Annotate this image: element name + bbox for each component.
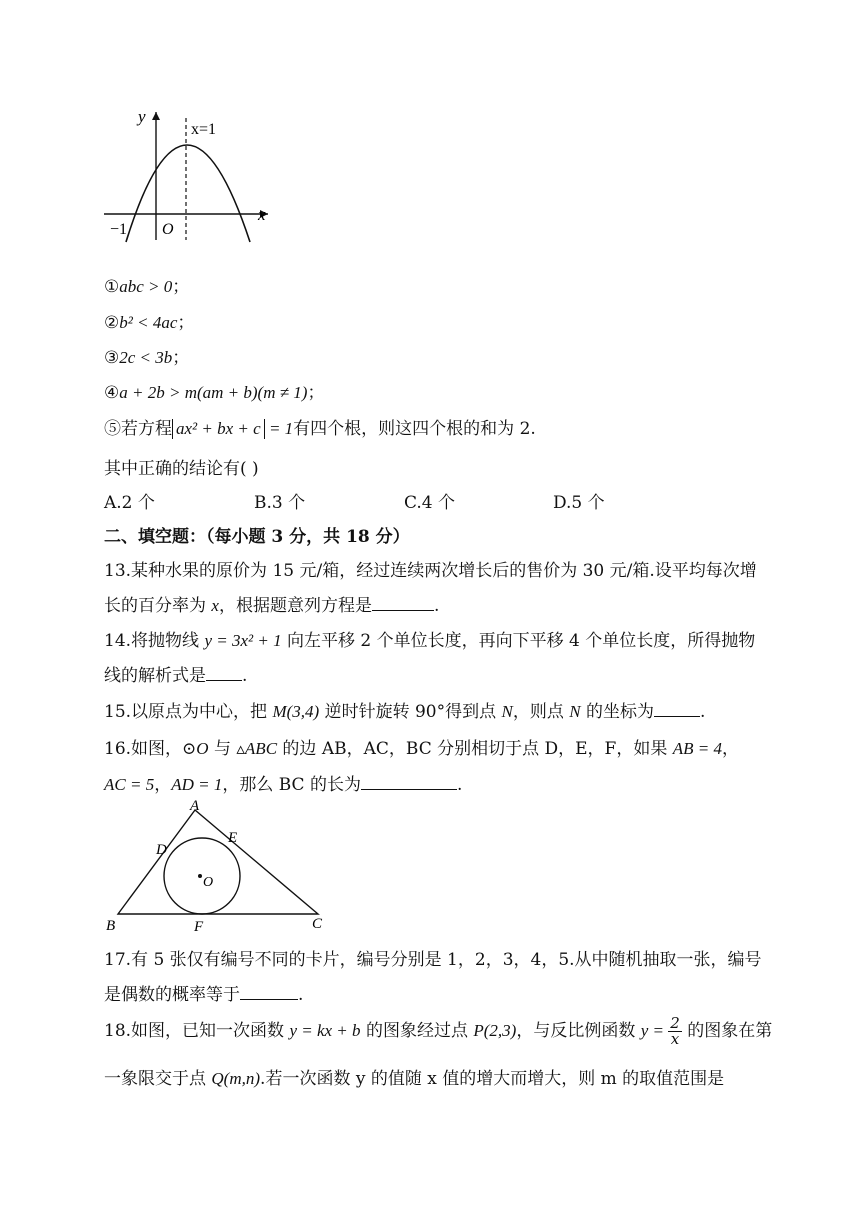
label-F: F	[194, 919, 204, 935]
minus-one-label: −1	[110, 221, 128, 238]
statement-3: ③2c < 3b；	[104, 348, 190, 368]
q13-line-1: 13.某种水果的原价为 15 元/箱，经过连续两次增长后的售价为 30 元/箱.设平均每次增	[104, 561, 757, 581]
axis-of-symmetry-label: x=1	[191, 121, 217, 138]
label-A: A	[190, 800, 200, 814]
label-B: B	[106, 918, 116, 934]
y-axis-label: y	[138, 107, 146, 126]
q16-line-2: AC = 5，AD = 1，那么 BC 的长为 .	[104, 775, 463, 795]
q14-line-1: 14.将抛物线 y = 3x² + 1 向左平移 2 个单位长度，再向下平移 4 个单位长度，所得抛物	[104, 631, 756, 651]
label-E: E	[228, 830, 238, 846]
fraction-2-over-x: $\frac{2}{x}$	[670, 1014, 680, 1048]
statement-2: ②b² < 4ac；	[104, 313, 195, 333]
option-a: A.2 个	[104, 493, 155, 513]
q17-answer-blank[interactable]	[240, 983, 298, 1000]
statement-4: ④a + 2b > m(am + b)(m ≠ 1)；	[104, 383, 325, 403]
q13-answer-blank[interactable]	[372, 594, 434, 611]
q15-line: 15.以原点为中心，把 M(3,4) 逆时针旋转 90°得到点 N，则点 N 的坐标为 .	[104, 702, 706, 722]
label-O: O	[203, 875, 214, 890]
q14-answer-blank[interactable]	[206, 664, 242, 681]
parabola-figure	[100, 100, 280, 245]
q15-answer-blank[interactable]	[654, 700, 700, 717]
statement-5: ⑤若方程 ax² + bx + c = 1有四个根，则这四个根的和为 2.	[104, 419, 536, 439]
triangle-incircle-figure	[100, 800, 335, 940]
q14-line-2: 线的解析式是 .	[104, 666, 248, 686]
label-D: D	[156, 842, 167, 858]
q17-line-2: 是偶数的概率等于 .	[104, 985, 304, 1005]
option-b: B.3 个	[254, 493, 306, 513]
q16-answer-blank[interactable]	[361, 773, 457, 790]
option-d: D.5 个	[553, 493, 605, 513]
q12-prompt: 其中正确的结论有( )	[104, 459, 259, 479]
origin-label: O	[162, 221, 174, 238]
q16-line-1: 16.如图，⊙O 与 ▵ABC 的边 AB，AC，BC 分别相切于点 D，E，F，如果 AB = 4，	[104, 739, 740, 759]
statement-1: ①abc > 0；	[104, 277, 190, 297]
q18-line-1: 18.如图，已知一次函数 y = kx + b 的图象经过点 P(2,3)，与反比例函数 y = $\frac{2}{x}$ 的图象在第	[104, 1014, 773, 1048]
label-C: C	[312, 916, 323, 932]
section-title: 二、填空题：（每小题 3 分，共 18 分）	[104, 527, 410, 547]
q13-line-2: 长的百分率为 x，根据题意列方程是 .	[104, 596, 440, 616]
option-c: C.4 个	[404, 493, 456, 513]
q17-line-1: 17.有 5 张仅有编号不同的卡片，编号分别是 1，2，3，4，5.从中随机抽取一张，编号	[104, 950, 762, 970]
x-axis-label: x	[258, 205, 266, 224]
q18-line-2: 一象限交于点 Q(m,n).若一次函数 y 的值随 x 值的增大而增大，则 m 的取值范围是	[104, 1069, 725, 1089]
